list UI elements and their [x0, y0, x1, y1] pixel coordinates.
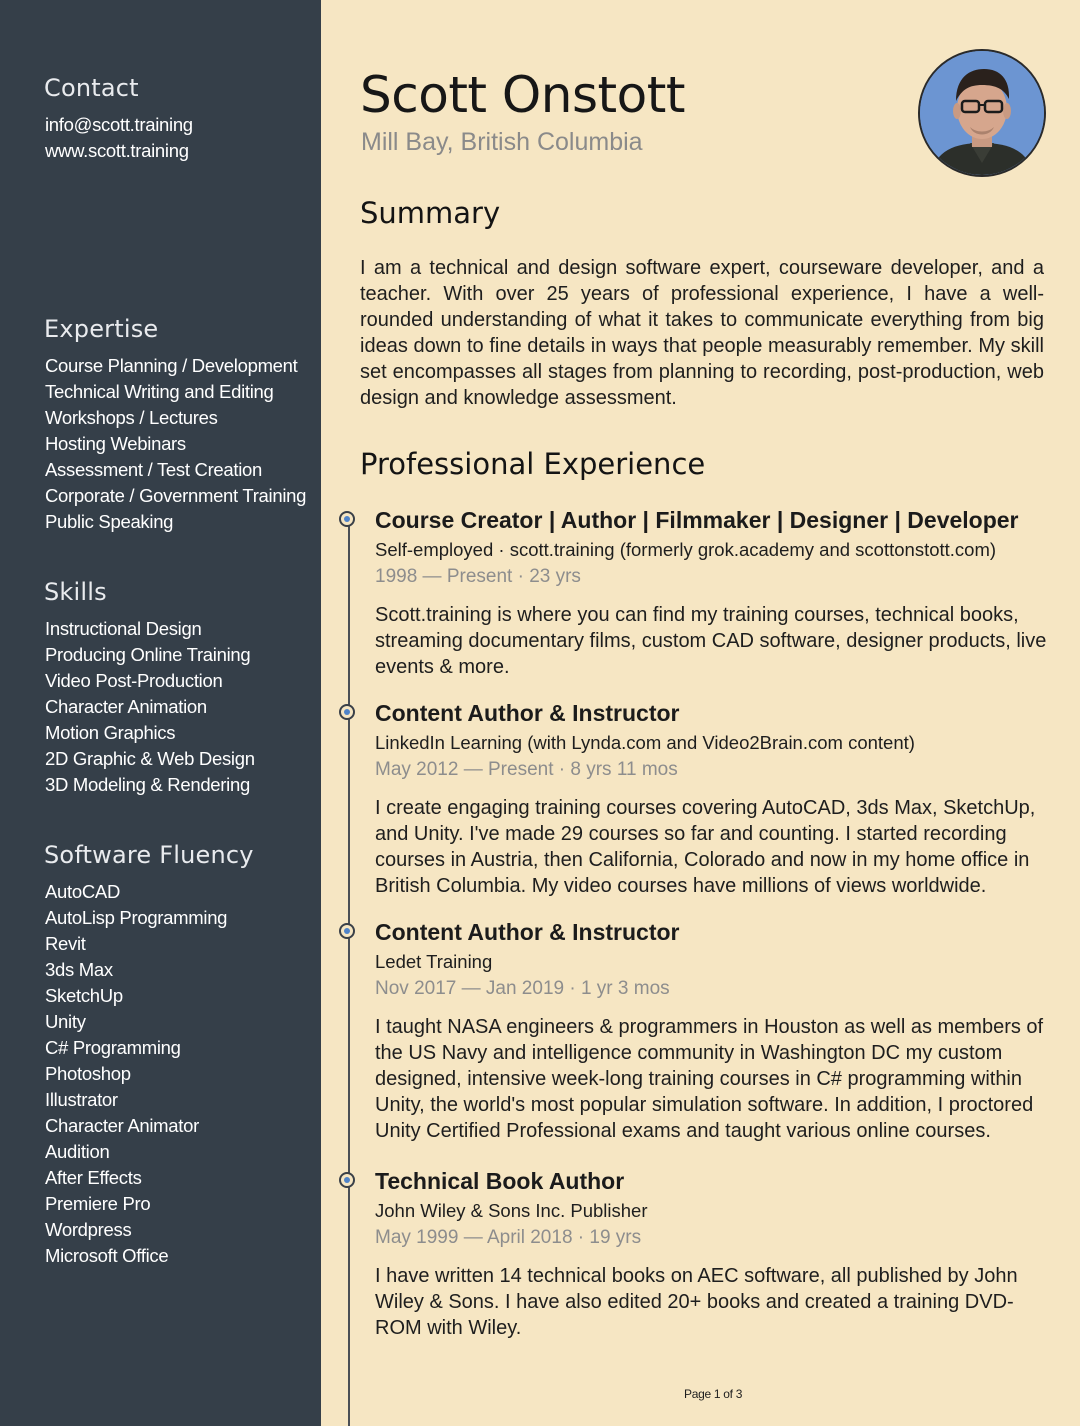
- job-company: Ledet Training: [375, 951, 493, 972]
- contact-heading: Contact: [44, 74, 139, 102]
- job-title: Technical Book Author: [375, 1168, 625, 1194]
- contact-email[interactable]: info@scott.training: [45, 114, 193, 135]
- job-company: LinkedIn Learning (with Lynda.com and Video2Brain.com content): [375, 732, 915, 753]
- expertise-item: Assessment / Test Creation: [45, 459, 263, 480]
- timeline-dot-icon: [339, 923, 355, 939]
- job-title: Course Creator | Author | Filmmaker | Designer | Developer: [375, 507, 1019, 533]
- expertise-section: [44, 315, 307, 535]
- expertise-item: Public Speaking: [45, 511, 174, 532]
- contact-list: [44, 112, 304, 164]
- software-item: Microsoft Office: [45, 1245, 169, 1266]
- job-description: I have written 14 technical books on AEC software, all published by John Wiley & Sons. I have also edited 20+ books and created a training DVD-ROM with Wiley.: [375, 1265, 1018, 1339]
- software-item: Illustrator: [45, 1089, 118, 1110]
- software-item: Wordpress: [45, 1219, 132, 1240]
- software-item: Photoshop: [45, 1063, 131, 1084]
- avatar: [918, 49, 1046, 177]
- expertise-item: Hosting Webinars: [45, 433, 186, 454]
- software-list: [44, 879, 304, 1269]
- expertise-item: Course Planning / Development: [45, 355, 298, 376]
- software-heading: Software Fluency: [44, 841, 254, 869]
- job-dates: May 1999 — April 2018 · 19 yrs: [375, 1227, 642, 1248]
- software-item: Premiere Pro: [45, 1193, 151, 1214]
- software-item: Unity: [45, 1011, 86, 1032]
- expertise-list: [44, 353, 307, 535]
- job-description: I create engaging training courses covering AutoCAD, 3ds Max, SketchUp, and Unity. I've made 29 courses so far and counting. I started recording courses in Austria, then California, Colorado and now in my home office in British Columbia. My video courses have millions of views worldwide.: [375, 797, 1036, 897]
- software-item: C# Programming: [45, 1037, 181, 1058]
- person-name: Scott Onstott: [360, 66, 685, 124]
- contact-section: [44, 74, 304, 164]
- skill-item: 3D Modeling & Rendering: [45, 774, 250, 795]
- summary-text: I am a technical and design software expert, courseware developer, and a teacher. With over 25 years of professional experience, I have a well-rounded understanding of what it takes to communicate everything from big ideas down to fine details in ways that people measurably remember. My skill set encompasses all stages from planning to recording, post-production, web design and knowledge assessment.: [360, 257, 1044, 409]
- skill-item: Character Animation: [45, 696, 207, 717]
- job-description: Scott.training is where you can find my training courses, technical books, streaming documentary films, custom CAD software, designer products, live events & more.: [375, 604, 1047, 678]
- timeline-dot-icon: [339, 704, 355, 720]
- skill-item: 2D Graphic & Web Design: [45, 748, 255, 769]
- software-item: Audition: [45, 1141, 110, 1162]
- job-description: I taught NASA engineers & programmers in Houston as well as members of the US Navy and intelligence community in Washington DC my custom designed, intensive week-long training courses in C# programming within Unity, the world's most popular simulation software. In addition, I proctored Unity Certified Professional exams and taught various online courses.: [375, 1016, 1044, 1142]
- job-dates: 1998 — Present · 23 yrs: [375, 566, 581, 587]
- expertise-heading: Expertise: [44, 315, 159, 343]
- skill-item: Instructional Design: [45, 618, 202, 639]
- job-dates: Nov 2017 — Jan 2019 · 1 yr 3 mos: [375, 978, 670, 999]
- skill-item: Producing Online Training: [45, 644, 251, 665]
- skill-item: Video Post-Production: [45, 670, 223, 691]
- timeline-dot-icon: [339, 511, 355, 527]
- experience-heading: Professional Experience: [360, 447, 706, 481]
- person-location: Mill Bay, British Columbia: [361, 128, 643, 156]
- main-content: [321, 0, 1080, 1426]
- skills-heading: Skills: [44, 578, 107, 606]
- software-section: [44, 841, 304, 1269]
- job-entry: [375, 505, 1051, 680]
- skills-list: [44, 616, 304, 798]
- job-title: Content Author & Instructor: [375, 700, 680, 726]
- summary-heading: Summary: [360, 196, 501, 230]
- skill-item: Motion Graphics: [45, 722, 176, 743]
- expertise-item: Technical Writing and Editing: [45, 381, 274, 402]
- job-entry: [375, 698, 1051, 899]
- software-item: 3ds Max: [45, 959, 113, 980]
- software-item: Revit: [45, 933, 86, 954]
- job-dates: May 2012 — Present · 8 yrs 11 mos: [375, 759, 678, 780]
- timeline-line: [348, 519, 350, 1426]
- page-number: Page 1 of 3: [684, 1387, 743, 1401]
- software-item: Character Animator: [45, 1115, 199, 1136]
- job-title: Content Author & Instructor: [375, 919, 680, 945]
- contact-website[interactable]: www.scott.training: [45, 140, 189, 161]
- software-item: SketchUp: [45, 985, 123, 1006]
- expertise-item: Corporate / Government Training: [45, 485, 307, 506]
- job-entry: [375, 1166, 1051, 1341]
- software-item: After Effects: [45, 1167, 142, 1188]
- skills-section: [44, 578, 304, 798]
- sidebar: [0, 0, 321, 1426]
- software-item: AutoCAD: [45, 881, 121, 902]
- timeline-dot-icon: [339, 1172, 355, 1188]
- job-company: Self-employed · scott.training (formerly grok.academy and scottonstott.com): [375, 539, 997, 560]
- job-company: John Wiley & Sons Inc. Publisher: [375, 1200, 648, 1221]
- profile-photo: [920, 51, 1044, 175]
- job-entry: [375, 917, 1051, 1144]
- expertise-item: Workshops / Lectures: [45, 407, 218, 428]
- software-item: AutoLisp Programming: [45, 907, 228, 928]
